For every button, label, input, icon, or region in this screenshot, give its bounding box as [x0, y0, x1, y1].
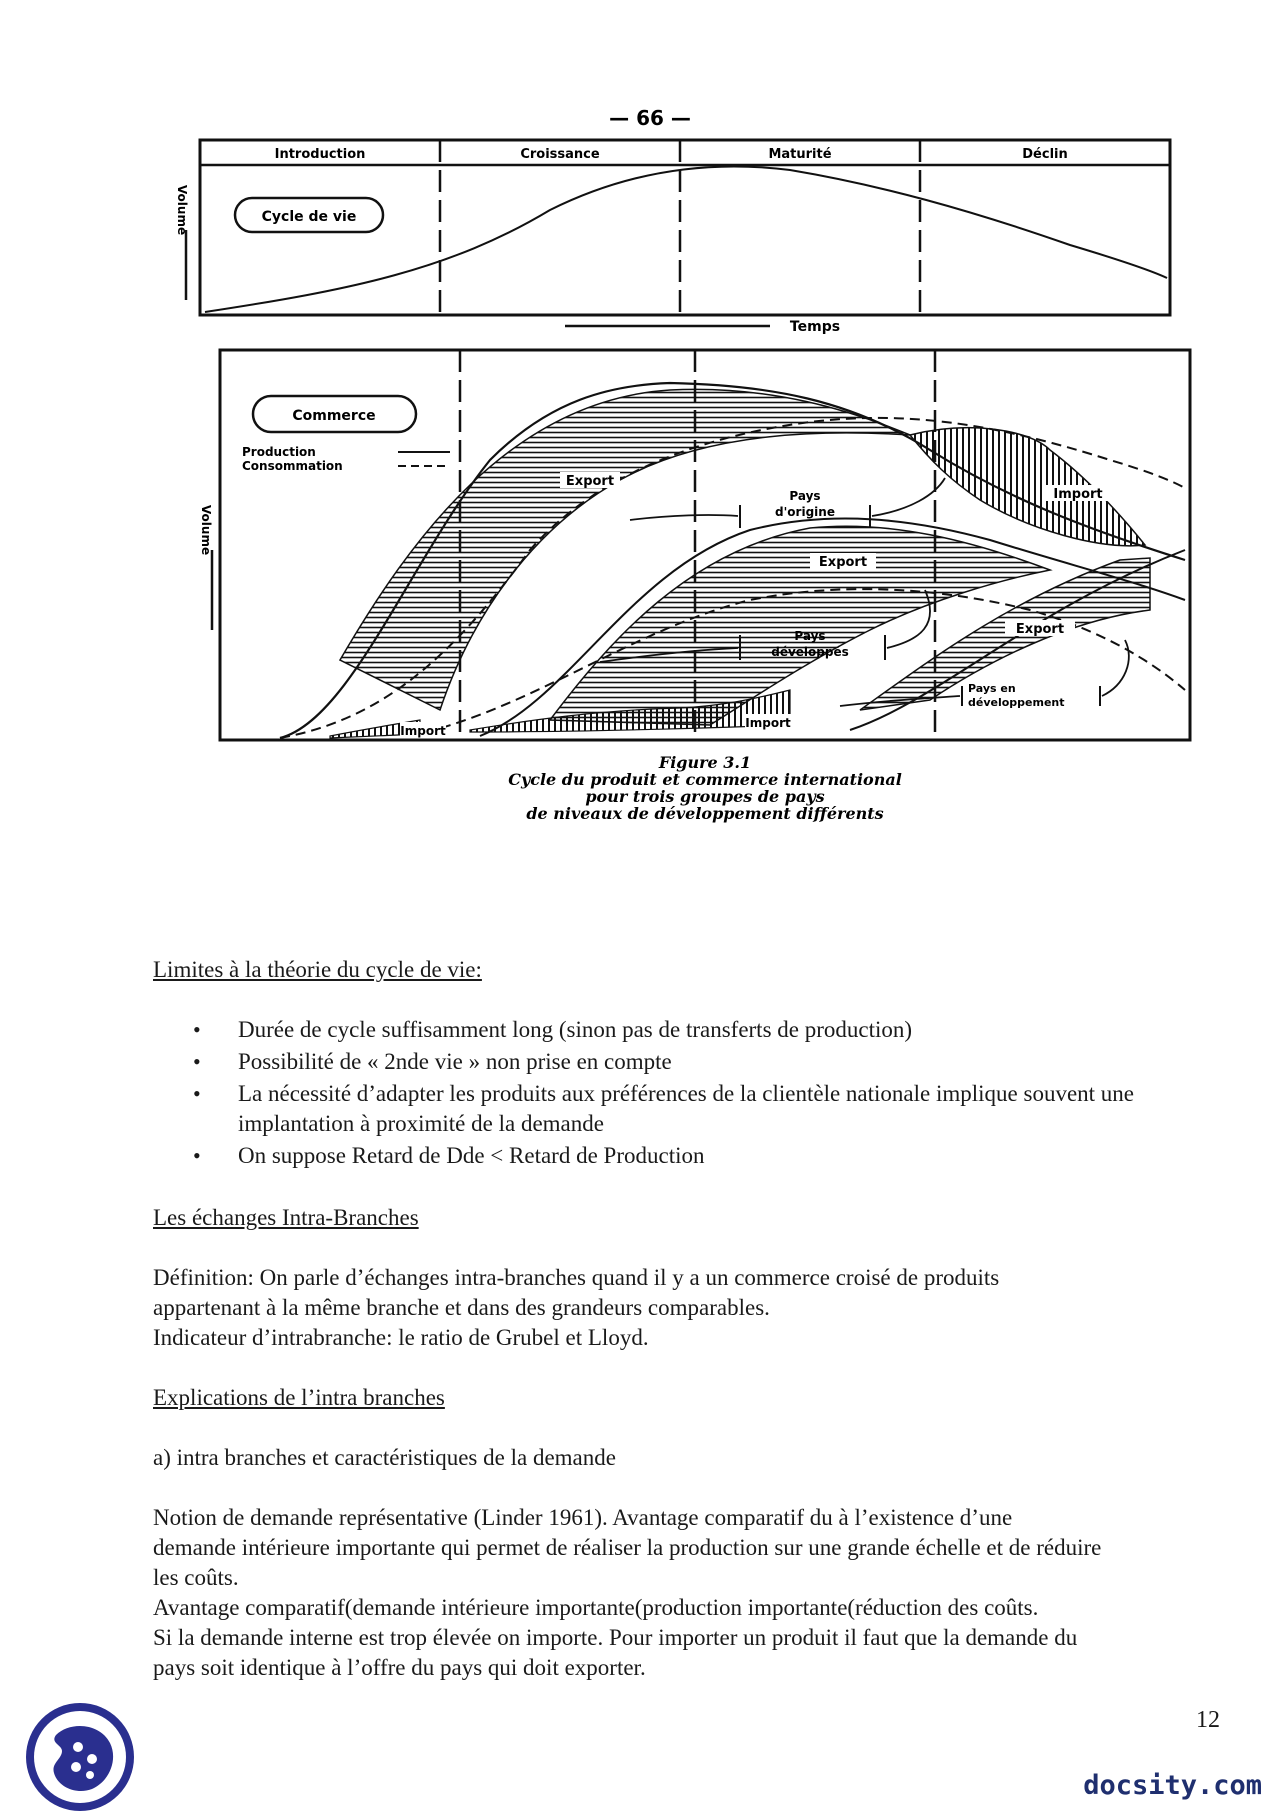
export-label-developed: Export — [818, 555, 868, 570]
list-item: • La nécessité d’adapter les produits aux préférences de la clientèle nationale implique souvent une implantation à proximité de la demande — [153, 1079, 1213, 1139]
export-label-developing: Export — [1015, 622, 1065, 637]
import-label-early: Import — [400, 724, 446, 738]
intra-branches-heading: Les échanges Intra-Branches — [153, 1205, 419, 1230]
definition-line-1: Définition: On parle d’échanges intra-branches quand il y a un commerce croisé de produits — [153, 1265, 1000, 1290]
export-label-origin: Export — [565, 474, 615, 489]
figure-caption-title: Figure 3.1 — [658, 753, 752, 772]
item-a: a) intra branches et caractéristiques de la demande — [153, 1445, 616, 1470]
notion-line-6: pays soit identique à l’offre du pays qui doit exporter. — [153, 1655, 646, 1680]
pays-developpes-line1: Pays — [794, 629, 826, 643]
phase-introduction: Introduction — [274, 147, 366, 162]
indicator-line: Indicateur d’intrabranche: le ratio de Grubel et Lloyd. — [153, 1325, 649, 1350]
figure-caption-line4: de niveaux de développement différents — [526, 804, 884, 823]
phase-maturite: Maturité — [768, 147, 832, 162]
limits-heading: Limites à la théorie du cycle de vie: — [153, 957, 482, 982]
notion-line-2: demande intérieure importante qui permet de réaliser la production sur une grande échelle et de réduire — [153, 1535, 1102, 1560]
notion-line-4: Avantage comparatif(demande intérieure importante(production importante(réduction des coûts. — [153, 1595, 1039, 1620]
figure-caption-line2: Cycle du produit et commerce international — [508, 770, 902, 789]
notion-line-1: Notion de demande représentative (Linder 1961). Avantage comparatif du à l’existence d’une — [153, 1505, 1013, 1530]
phase-declin: Déclin — [1022, 147, 1068, 162]
life-cycle-panel — [175, 140, 1170, 315]
docsity-logo-icon[interactable] — [18, 1695, 138, 1811]
definition-block — [153, 1263, 1233, 1353]
legend-production-label: Production — [242, 445, 316, 459]
explications-heading: Explications de l’intra branches — [153, 1385, 445, 1410]
page-number: 12 — [1196, 1707, 1220, 1733]
notion-line-3: les coûts. — [153, 1565, 239, 1590]
figure-caption-line3: pour trois groupes de pays — [585, 787, 825, 806]
list-item: • Possibilité de « 2nde vie » non prise en compte — [153, 1047, 1213, 1077]
life-cycle-curve — [205, 166, 1167, 312]
notion-line-5: Si la demande interne est trop élevée on importe. Pour importer un produit il faut que la demande du — [153, 1625, 1078, 1650]
pays-origine-line1: Pays — [789, 489, 821, 503]
docsity-brand-link[interactable]: docsity.com — [1083, 1770, 1262, 1801]
x-axis-label: Temps — [789, 319, 841, 335]
list-item: • On suppose Retard de Dde < Retard de Production — [153, 1141, 1213, 1171]
product-cycle-figure — [150, 100, 1230, 940]
limits-list — [153, 1015, 1213, 1173]
legend-consommation-label: Consommation — [242, 459, 343, 473]
definition-line-2: appartenant à la même branche et dans des grandeurs comparables. — [153, 1295, 770, 1320]
commerce-badge: Commerce — [292, 408, 376, 424]
pays-developpement-line1: Pays en — [968, 682, 1016, 695]
y-axis-label-top: Volume — [175, 184, 189, 236]
phase-croissance: Croissance — [520, 147, 600, 162]
commerce-panel — [199, 350, 1190, 740]
import-label-developed: Import — [745, 716, 791, 730]
pays-developpes-line2: développés — [771, 645, 849, 659]
pays-origine-line2: d'origine — [775, 505, 835, 519]
y-axis-label-bottom: Volume — [199, 504, 213, 556]
notion-block — [153, 1503, 1233, 1683]
list-item: • Durée de cycle suffisamment long (sinon pas de transferts de production) — [153, 1015, 1213, 1045]
pays-developpement-line2: développement — [968, 696, 1065, 709]
life-cycle-badge: Cycle de vie — [261, 209, 357, 225]
import-label-origin: Import — [1053, 487, 1103, 502]
page-marker: — 66 — — [609, 106, 691, 130]
